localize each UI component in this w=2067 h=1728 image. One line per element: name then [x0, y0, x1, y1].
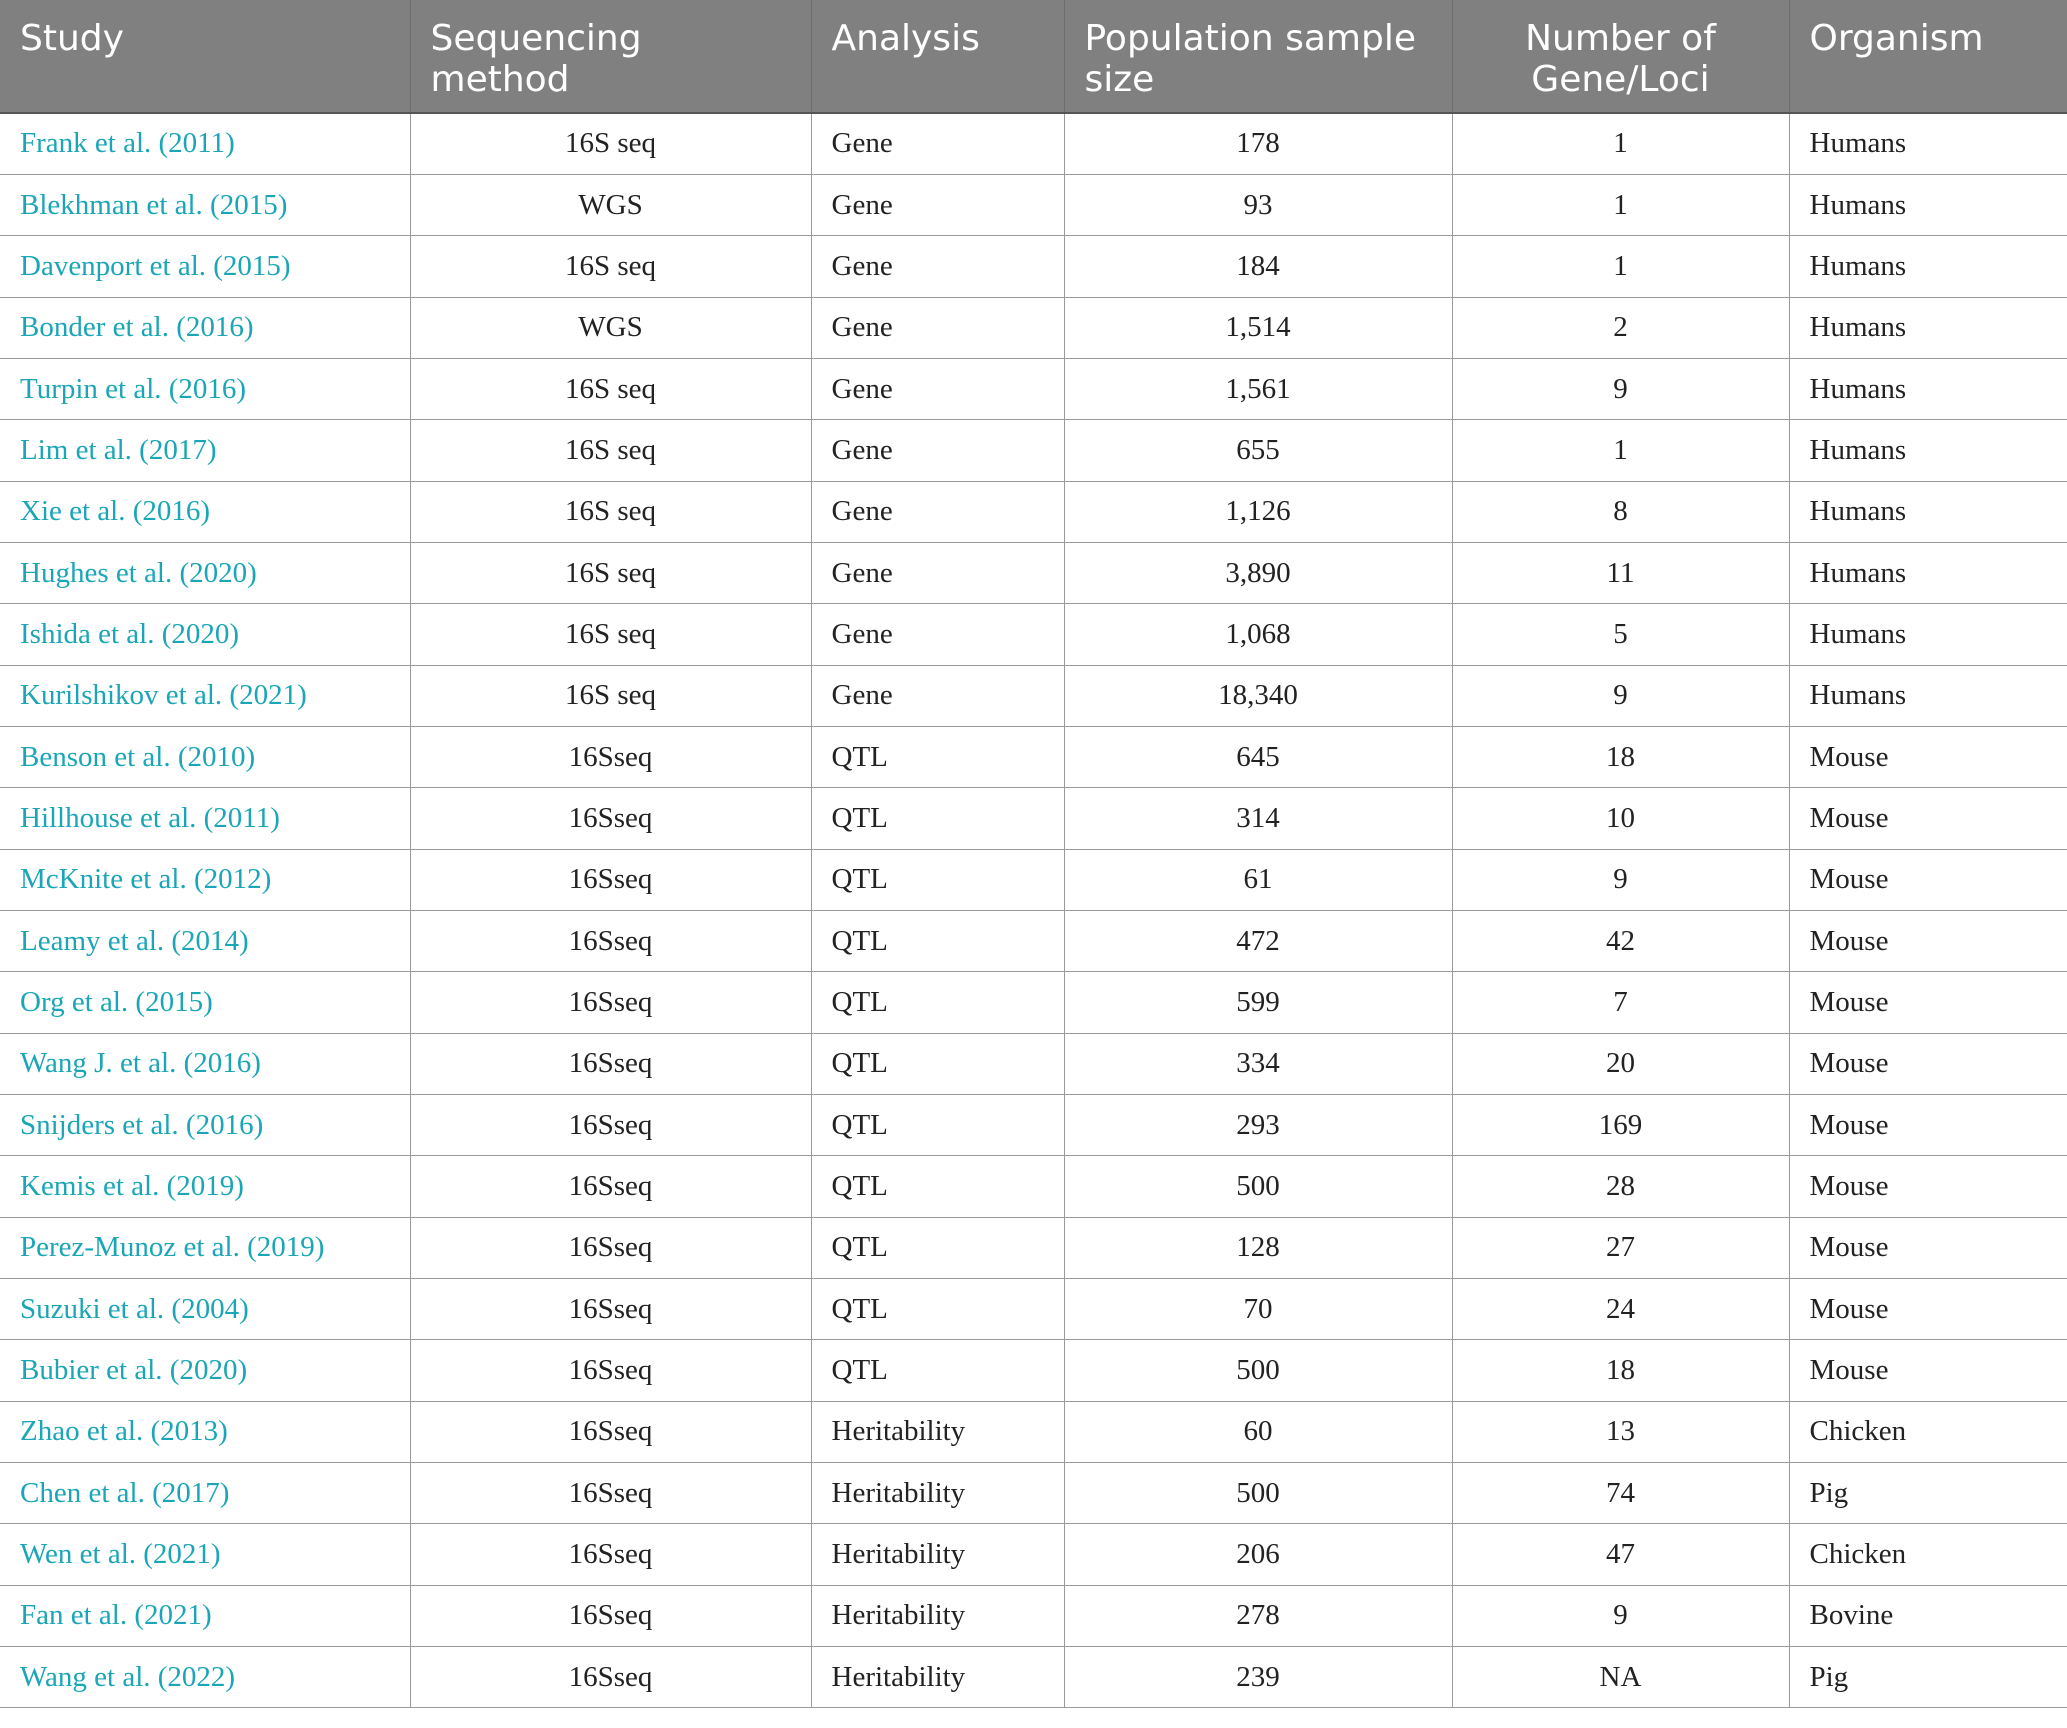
cell-population-sample-size: 314 [1064, 788, 1452, 849]
cell-analysis: Gene [811, 604, 1064, 665]
cell-study-link[interactable]: Xie et al. (2016) [0, 481, 410, 542]
cell-sequencing-method: WGS [410, 174, 811, 235]
cell-analysis: Gene [811, 236, 1064, 297]
header-population-sample-size: Population sample size [1064, 0, 1452, 113]
cell-sequencing-method: 16S seq [410, 542, 811, 603]
table-row [0, 236, 2067, 297]
cell-organism: Humans [1789, 358, 2067, 419]
cell-population-sample-size: 1,514 [1064, 297, 1452, 358]
cell-organism: Mouse [1789, 972, 2067, 1033]
cell-study-link[interactable]: Hillhouse et al. (2011) [0, 788, 410, 849]
cell-study-link[interactable]: Leamy et al. (2014) [0, 910, 410, 971]
cell-number-of-gene-loci: 9 [1452, 849, 1789, 910]
cell-population-sample-size: 472 [1064, 910, 1452, 971]
table-row [0, 1524, 2067, 1585]
cell-study-link[interactable]: Wang et al. (2022) [0, 1647, 410, 1708]
cell-population-sample-size: 645 [1064, 726, 1452, 787]
cell-study-link[interactable]: McKnite et al. (2012) [0, 849, 410, 910]
cell-sequencing-method: 16Sseq [410, 788, 811, 849]
table-row [0, 420, 2067, 481]
cell-number-of-gene-loci: 47 [1452, 1524, 1789, 1585]
cell-analysis: Heritability [811, 1585, 1064, 1646]
cell-number-of-gene-loci: 7 [1452, 972, 1789, 1033]
cell-analysis: Gene [811, 481, 1064, 542]
table-row [0, 358, 2067, 419]
table-row [0, 297, 2067, 358]
cell-number-of-gene-loci: 42 [1452, 910, 1789, 971]
cell-study-link[interactable]: Kurilshikov et al. (2021) [0, 665, 410, 726]
cell-sequencing-method: 16Sseq [410, 972, 811, 1033]
table-row [0, 726, 2067, 787]
table-row [0, 788, 2067, 849]
cell-population-sample-size: 278 [1064, 1585, 1452, 1646]
table-row [0, 542, 2067, 603]
header-number-of-gene-loci: Number of Gene/Loci [1452, 0, 1789, 113]
table-row [0, 1340, 2067, 1401]
cell-organism: Mouse [1789, 849, 2067, 910]
cell-number-of-gene-loci: NA [1452, 1647, 1789, 1708]
cell-population-sample-size: 18,340 [1064, 665, 1452, 726]
cell-organism: Mouse [1789, 726, 2067, 787]
cell-organism: Humans [1789, 604, 2067, 665]
table-row [0, 910, 2067, 971]
cell-study-link[interactable]: Snijders et al. (2016) [0, 1095, 410, 1156]
header-row [0, 0, 2067, 113]
cell-organism: Pig [1789, 1463, 2067, 1524]
cell-analysis: Gene [811, 665, 1064, 726]
cell-population-sample-size: 1,068 [1064, 604, 1452, 665]
cell-population-sample-size: 500 [1064, 1156, 1452, 1217]
table-row [0, 1156, 2067, 1217]
cell-analysis: Heritability [811, 1463, 1064, 1524]
cell-number-of-gene-loci: 9 [1452, 665, 1789, 726]
table-row [0, 665, 2067, 726]
cell-number-of-gene-loci: 9 [1452, 358, 1789, 419]
cell-study-link[interactable]: Ishida et al. (2020) [0, 604, 410, 665]
cell-number-of-gene-loci: 1 [1452, 113, 1789, 174]
cell-population-sample-size: 599 [1064, 972, 1452, 1033]
cell-study-link[interactable]: Bonder et al. (2016) [0, 297, 410, 358]
cell-organism: Humans [1789, 174, 2067, 235]
cell-study-link[interactable]: Zhao et al. (2013) [0, 1401, 410, 1462]
cell-sequencing-method: 16Sseq [410, 1279, 811, 1340]
cell-number-of-gene-loci: 1 [1452, 174, 1789, 235]
cell-organism: Mouse [1789, 1217, 2067, 1278]
table-row [0, 1033, 2067, 1094]
cell-analysis: Heritability [811, 1647, 1064, 1708]
header-sequencing-method: Sequencing method [410, 0, 811, 113]
cell-sequencing-method: 16Sseq [410, 1217, 811, 1278]
cell-study-link[interactable]: Suzuki et al. (2004) [0, 1279, 410, 1340]
cell-study-link[interactable]: Benson et al. (2010) [0, 726, 410, 787]
cell-sequencing-method: 16S seq [410, 420, 811, 481]
cell-analysis: QTL [811, 1095, 1064, 1156]
cell-study-link[interactable]: Frank et al. (2011) [0, 113, 410, 174]
cell-number-of-gene-loci: 18 [1452, 1340, 1789, 1401]
cell-analysis: Gene [811, 420, 1064, 481]
cell-sequencing-method: 16S seq [410, 358, 811, 419]
table-row [0, 481, 2067, 542]
cell-study-link[interactable]: Wang J. et al. (2016) [0, 1033, 410, 1094]
cell-study-link[interactable]: Chen et al. (2017) [0, 1463, 410, 1524]
cell-population-sample-size: 61 [1064, 849, 1452, 910]
cell-organism: Chicken [1789, 1401, 2067, 1462]
table-header [0, 0, 2067, 113]
cell-sequencing-method: 16Sseq [410, 1401, 811, 1462]
cell-population-sample-size: 93 [1064, 174, 1452, 235]
cell-number-of-gene-loci: 5 [1452, 604, 1789, 665]
cell-organism: Mouse [1789, 910, 2067, 971]
table-row [0, 1401, 2067, 1462]
cell-analysis: Gene [811, 542, 1064, 603]
cell-population-sample-size: 1,126 [1064, 481, 1452, 542]
table-row [0, 1647, 2067, 1708]
cell-analysis: Gene [811, 358, 1064, 419]
cell-number-of-gene-loci: 13 [1452, 1401, 1789, 1462]
cell-population-sample-size: 70 [1064, 1279, 1452, 1340]
cell-population-sample-size: 178 [1064, 113, 1452, 174]
table-body [0, 113, 2067, 1708]
cell-population-sample-size: 500 [1064, 1463, 1452, 1524]
cell-study-link[interactable]: Davenport et al. (2015) [0, 236, 410, 297]
cell-population-sample-size: 60 [1064, 1401, 1452, 1462]
cell-number-of-gene-loci: 20 [1452, 1033, 1789, 1094]
cell-analysis: Gene [811, 113, 1064, 174]
cell-number-of-gene-loci: 2 [1452, 297, 1789, 358]
cell-study-link[interactable]: Wen et al. (2021) [0, 1524, 410, 1585]
cell-number-of-gene-loci: 74 [1452, 1463, 1789, 1524]
cell-population-sample-size: 206 [1064, 1524, 1452, 1585]
table-row [0, 1463, 2067, 1524]
cell-population-sample-size: 334 [1064, 1033, 1452, 1094]
cell-organism: Chicken [1789, 1524, 2067, 1585]
table-row [0, 1095, 2067, 1156]
cell-sequencing-method: 16Sseq [410, 1585, 811, 1646]
cell-organism: Humans [1789, 236, 2067, 297]
cell-population-sample-size: 128 [1064, 1217, 1452, 1278]
cell-study-link[interactable]: Lim et al. (2017) [0, 420, 410, 481]
cell-analysis: QTL [811, 1156, 1064, 1217]
cell-organism: Mouse [1789, 1279, 2067, 1340]
table-row [0, 849, 2067, 910]
cell-sequencing-method: 16S seq [410, 665, 811, 726]
cell-organism: Humans [1789, 665, 2067, 726]
cell-population-sample-size: 3,890 [1064, 542, 1452, 603]
cell-sequencing-method: 16Sseq [410, 1524, 811, 1585]
table-row [0, 1217, 2067, 1278]
cell-number-of-gene-loci: 10 [1452, 788, 1789, 849]
cell-sequencing-method: 16S seq [410, 236, 811, 297]
table-row [0, 1585, 2067, 1646]
cell-study-link[interactable]: Blekhman et al. (2015) [0, 174, 410, 235]
cell-organism: Humans [1789, 113, 2067, 174]
cell-analysis: QTL [811, 1033, 1064, 1094]
header-analysis: Analysis [811, 0, 1064, 113]
cell-study-link[interactable]: Turpin et al. (2016) [0, 358, 410, 419]
cell-sequencing-method: 16Sseq [410, 1156, 811, 1217]
cell-population-sample-size: 500 [1064, 1340, 1452, 1401]
cell-sequencing-method: 16Sseq [410, 910, 811, 971]
cell-sequencing-method: 16S seq [410, 113, 811, 174]
cell-population-sample-size: 655 [1064, 420, 1452, 481]
cell-organism: Humans [1789, 297, 2067, 358]
cell-sequencing-method: 16Sseq [410, 849, 811, 910]
cell-number-of-gene-loci: 28 [1452, 1156, 1789, 1217]
cell-analysis: QTL [811, 849, 1064, 910]
cell-number-of-gene-loci: 169 [1452, 1095, 1789, 1156]
table-row [0, 174, 2067, 235]
cell-organism: Humans [1789, 481, 2067, 542]
cell-analysis: QTL [811, 1217, 1064, 1278]
cell-sequencing-method: 16Sseq [410, 1463, 811, 1524]
cell-number-of-gene-loci: 1 [1452, 420, 1789, 481]
cell-organism: Pig [1789, 1647, 2067, 1708]
cell-population-sample-size: 184 [1064, 236, 1452, 297]
cell-sequencing-method: WGS [410, 297, 811, 358]
header-study: Study [0, 0, 410, 113]
cell-organism: Bovine [1789, 1585, 2067, 1646]
cell-sequencing-method: 16Sseq [410, 726, 811, 787]
header-organism: Organism [1789, 0, 2067, 113]
cell-analysis: Gene [811, 174, 1064, 235]
cell-number-of-gene-loci: 24 [1452, 1279, 1789, 1340]
cell-analysis: Gene [811, 297, 1064, 358]
cell-analysis: QTL [811, 1340, 1064, 1401]
cell-number-of-gene-loci: 11 [1452, 542, 1789, 603]
cell-analysis: Heritability [811, 1524, 1064, 1585]
cell-organism: Mouse [1789, 1095, 2067, 1156]
cell-sequencing-method: 16Sseq [410, 1095, 811, 1156]
cell-population-sample-size: 293 [1064, 1095, 1452, 1156]
cell-analysis: QTL [811, 1279, 1064, 1340]
cell-sequencing-method: 16Sseq [410, 1340, 811, 1401]
cell-sequencing-method: 16Sseq [410, 1647, 811, 1708]
cell-number-of-gene-loci: 9 [1452, 1585, 1789, 1646]
cell-number-of-gene-loci: 18 [1452, 726, 1789, 787]
cell-organism: Mouse [1789, 788, 2067, 849]
cell-study-link[interactable]: Fan et al. (2021) [0, 1585, 410, 1646]
cell-analysis: QTL [811, 726, 1064, 787]
table-row [0, 604, 2067, 665]
cell-number-of-gene-loci: 1 [1452, 236, 1789, 297]
cell-population-sample-size: 1,561 [1064, 358, 1452, 419]
cell-population-sample-size: 239 [1064, 1647, 1452, 1708]
cell-organism: Mouse [1789, 1340, 2067, 1401]
cell-organism: Humans [1789, 420, 2067, 481]
table-row [0, 972, 2067, 1033]
table-row [0, 1279, 2067, 1340]
cell-study-link[interactable]: Hughes et al. (2020) [0, 542, 410, 603]
cell-analysis: QTL [811, 972, 1064, 1033]
cell-study-link[interactable]: Org et al. (2015) [0, 972, 410, 1033]
cell-organism: Mouse [1789, 1156, 2067, 1217]
cell-analysis: Heritability [811, 1401, 1064, 1462]
cell-analysis: QTL [811, 910, 1064, 971]
table-row [0, 113, 2067, 174]
cell-organism: Mouse [1789, 1033, 2067, 1094]
cell-study-link[interactable]: Perez-Munoz et al. (2019) [0, 1217, 410, 1278]
cell-sequencing-method: 16S seq [410, 481, 811, 542]
cell-sequencing-method: 16Sseq [410, 1033, 811, 1094]
cell-organism: Humans [1789, 542, 2067, 603]
cell-number-of-gene-loci: 27 [1452, 1217, 1789, 1278]
cell-study-link[interactable]: Bubier et al. (2020) [0, 1340, 410, 1401]
cell-study-link[interactable]: Kemis et al. (2019) [0, 1156, 410, 1217]
cell-analysis: QTL [811, 788, 1064, 849]
cell-number-of-gene-loci: 8 [1452, 481, 1789, 542]
cell-sequencing-method: 16S seq [410, 604, 811, 665]
